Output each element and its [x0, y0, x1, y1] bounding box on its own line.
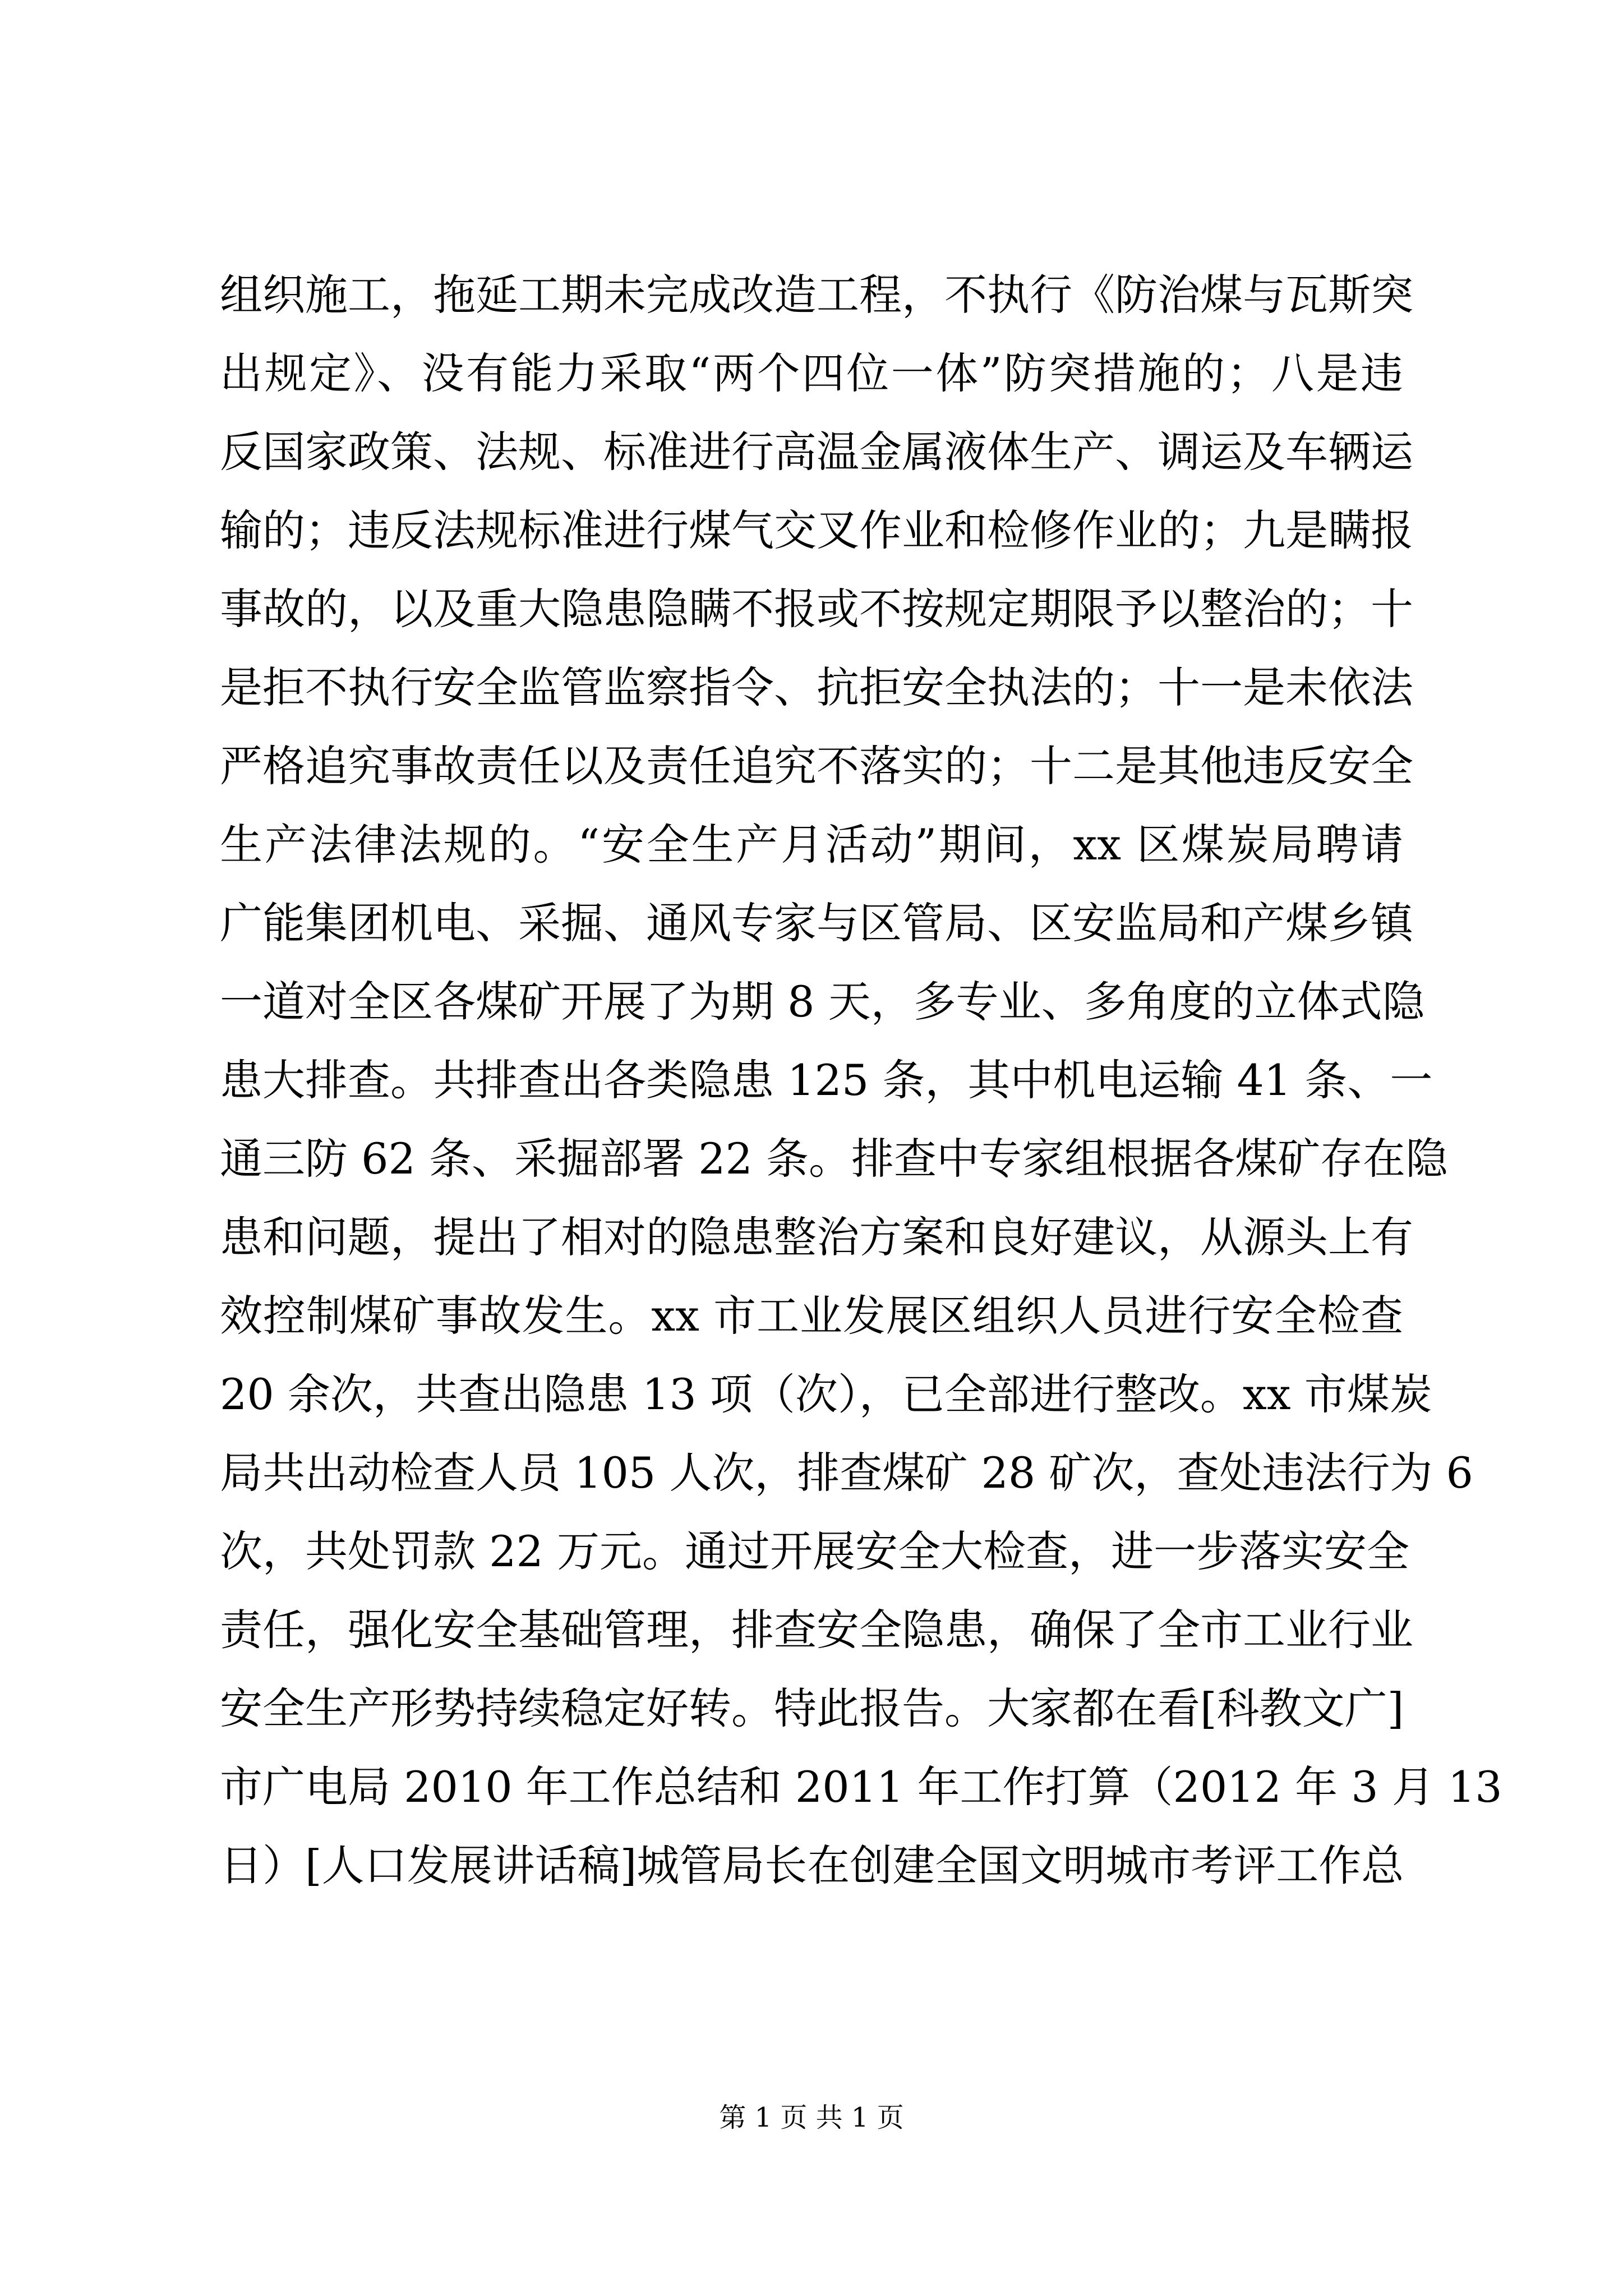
text-line: 组织施工，拖延工期未完成改造工程，不执行《防治煤与瓦斯突 — [220, 270, 1413, 320]
text-line: 反国家政策、法规、标准进行高温金属液体生产、调运及车辆运 — [220, 427, 1413, 477]
text-line: 患大排查。共排查出各类隐患 125 条，其中机电运输 41 条、一 — [220, 1055, 1433, 1105]
text-line: 生产法律法规的。“安全生产月活动”期间，xx 区煤炭局聘请 — [220, 820, 1403, 869]
text-line: 市广电局 2010 年工作总结和 2011 年工作打算（2012 年 3 月 13 — [220, 1762, 1502, 1812]
text-line: 严格追究事故责任以及责任追究不落实的；十二是其他违反安全 — [220, 741, 1413, 791]
text-line: 是拒不执行安全监管监察指令、抗拒安全执法的；十一是未依法 — [220, 662, 1413, 712]
page-number-footer: 第 1 页 共 1 页 — [719, 2102, 904, 2133]
text-line: 事故的，以及重大隐患隐瞒不报或不按规定期限予以整治的；十 — [220, 584, 1413, 634]
text-line: 20 余次，共查出隐患 13 项（次），已全部进行整改。xx 市煤炭 — [220, 1369, 1432, 1419]
text-line: 责任，强化安全基础管理，排查安全隐患，确保了全市工业行业 — [220, 1605, 1413, 1655]
text-line: 日）[人口发展讲话稿]城管局长在创建全国文明城市考评工作总 — [220, 1841, 1404, 1890]
text-line: 安全生产形势持续稳定好转。特此报告。大家都在看[科教文广] — [220, 1683, 1404, 1733]
text-line: 通三防 62 条、采掘部署 22 条。排查中专家组根据各煤矿存在隐 — [220, 1134, 1449, 1184]
text-line: 次，共处罚款 22 万元。通过开展安全大检查，进一步落实安全 — [220, 1526, 1410, 1576]
text-line: 效控制煤矿事故发生。xx 市工业发展区组织人员进行安全检查 — [220, 1291, 1403, 1341]
text-line: 输的；违反法规标准进行煤气交叉作业和检修作业的；九是瞒报 — [220, 505, 1413, 555]
text-line: 一道对全区各煤矿开展了为期 8 天，多专业、多角度的立体式隐 — [220, 977, 1425, 1027]
text-line: 局共出动检查人员 105 人次，排查煤矿 28 矿次，查处违法行为 6 — [220, 1448, 1473, 1498]
text-line: 患和问题，提出了相对的隐患整治方案和良好建议，从源头上有 — [220, 1212, 1413, 1262]
text-line: 出规定》、没有能力采取“两个四位一体”防突措施的；八是违 — [220, 348, 1403, 398]
text-line: 广能集团机电、采掘、通风专家与区管局、区安监局和产煤乡镇 — [220, 898, 1413, 948]
